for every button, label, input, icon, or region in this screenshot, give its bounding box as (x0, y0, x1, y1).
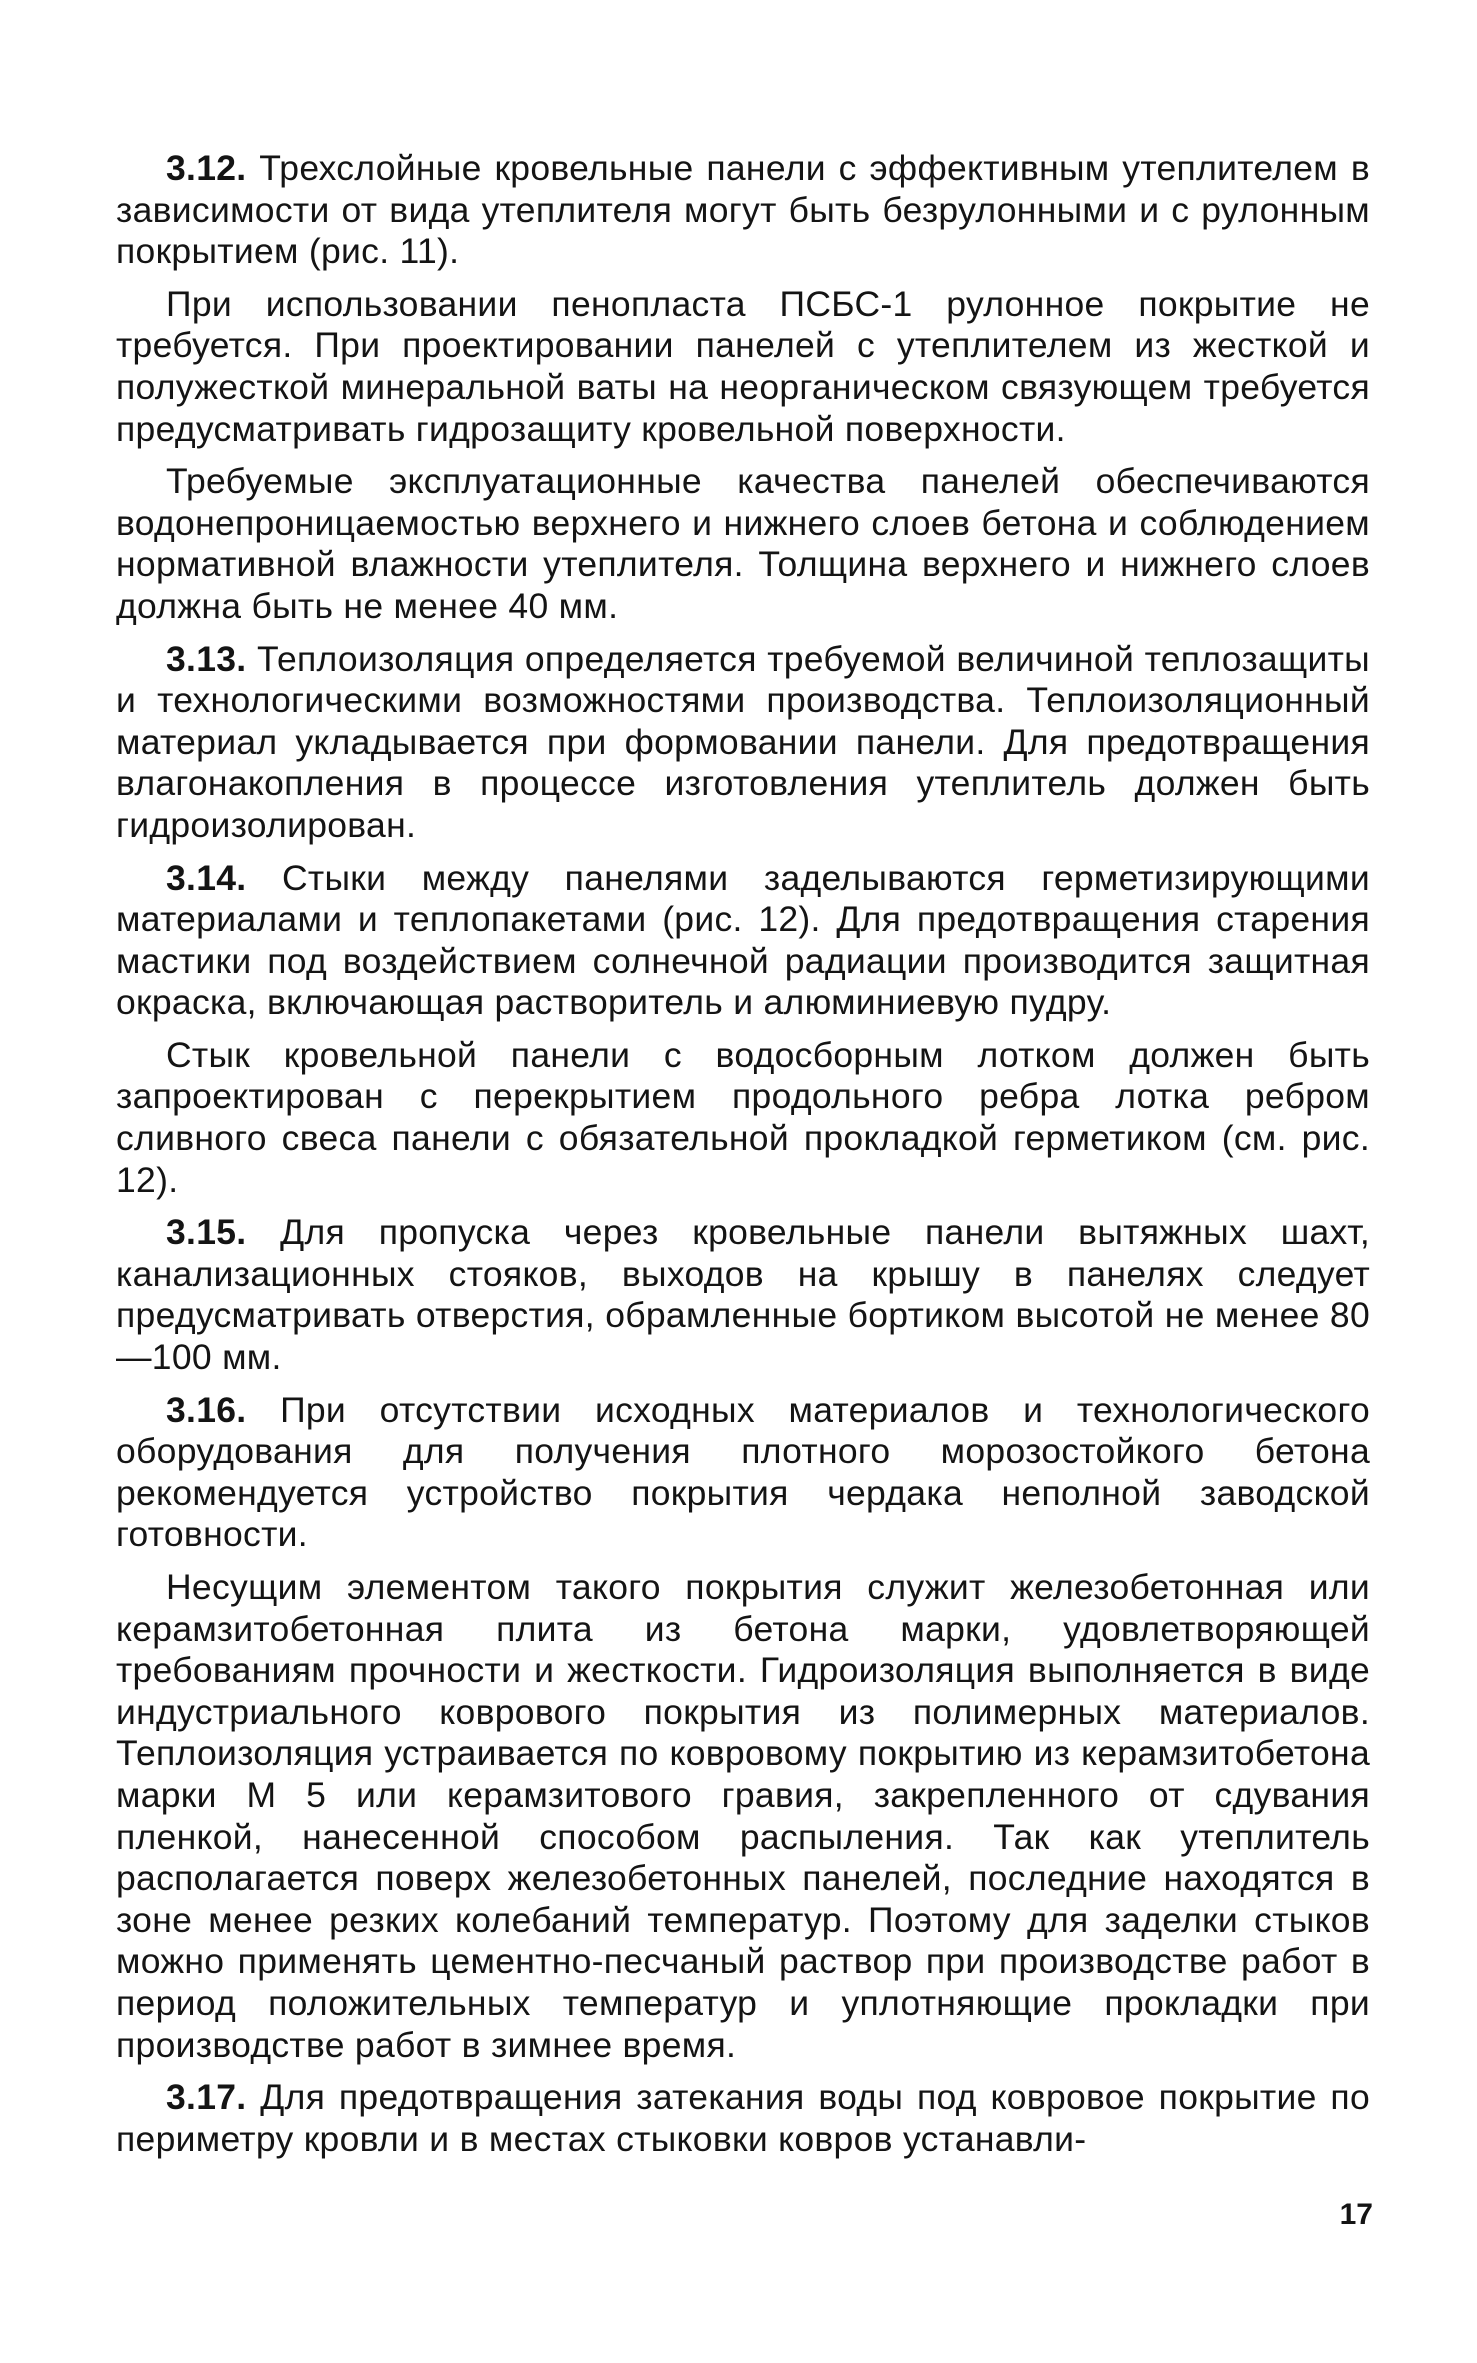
paragraph (116, 284, 1370, 450)
paragraph-3-15 (116, 1212, 1370, 1378)
clause-number: 3.12. (166, 148, 247, 188)
clause-number: 3.17. (166, 2077, 247, 2118)
paragraph-text: Для пропуска через кровельные панели вытяжных шахт, канализационных стояков, выходов на крышу в панелях следует предусматривать отверстия, обрамленные бортиком высотой не менее 80—100 мм. (116, 1212, 1370, 1378)
clause-number: 3.13. (166, 638, 247, 679)
paragraph-text: Теплоизоляция определяется требуемой величиной теплозащиты и технологическими возможностями производства. Теплоизоляционный материал укладывается при формовании панели. Для предотвращения влагонакопления в процессе изготовления утеплитель должен быть гидроизолирован. (116, 638, 1370, 845)
paragraph-3-17 (116, 2077, 1370, 2160)
clause-number: 3.15. (166, 1212, 247, 1253)
paragraph-text: При использовании пенопласта ПСБС-1 рулонное покрытие не требуется. При проектировании панелей с утеплителем из жесткой и полужесткой минеральной ваты на неорганическом связующем требуется предусматривать гидрозащиту кровельной поверхности. (116, 283, 1370, 449)
paragraph-text: Стыки между панелями заделываются герметизирующими материалами и теплопакетами (рис. 12). Для предотвращения старения мастики под воздействием солнечной радиации производится защитная окраска, включающая растворитель и алюминиевую пудру. (116, 857, 1370, 1023)
paragraph-text: При отсутствии исходных материалов и технологического оборудования для получения плотного морозостойкого бетона рекомендуется устройство покрытия чердака неполной заводской готовности. (116, 1389, 1370, 1555)
paragraph-3-14 (116, 858, 1370, 1024)
page-body (116, 148, 1370, 2171)
paragraph-text: Для предотвращения затекания воды под ковровое покрытие по периметру кровли и в местах стыковки ковров устанавли- (116, 2077, 1370, 2159)
clause-number: 3.16. (166, 1389, 247, 1430)
paragraph-3-12 (116, 148, 1370, 273)
paragraph-text: Несущим элементом такого покрытия служит железобетонная или керамзитобетонная плита из бетона марки, удовлетворяющей требованиям прочности и жесткости. Гидроизоляция выполняется в виде индустриального коврового покрытия из полимерных материалов. Теплоизоляция устраивается по ковровому покрытию из керамзитобетона марки М 5 или керамзитового гравия, закрепленного от сдувания пленкой, нанесенной способом распыления. Так как утеплитель располагается поверх железобетонных панелей, последние находятся в зоне менее резких колебаний температур. Поэтому для заделки стыков можно применять цементно-песчаный раствор при производстве работ в период положительных температур и уплотняющие прокладки при производстве работ в зимнее время. (116, 1567, 1370, 2065)
paragraph-3-16 (116, 1390, 1370, 1556)
paragraph-text: Требуемые эксплуатационные качества панелей обеспечиваются водонепроницаемостью верхнего и нижнего слоев бетона и соблюдением нормативной влажности утеплителя. Толщина верхнего и нижнего слоев должна быть не менее 40 мм. (116, 461, 1370, 626)
paragraph-text: Трехслойные кровельные панели с эффективным утеплителем в зависимости от вида утеплителя могут быть безрулонными и с рулонным покрытием (рис. 11). (116, 148, 1370, 272)
paragraph (116, 1035, 1370, 1201)
page-number: 17 (1339, 2198, 1373, 2231)
clause-number: 3.14. (166, 857, 247, 898)
paragraph (116, 1567, 1370, 2066)
paragraph-text: Стык кровельной панели с водосборным лотком должен быть запроектирован с перекрытием продольного ребра лотка ребром сливного свеса панели с обязательной прокладкой герметиком (см. рис. 12). (116, 1034, 1370, 1200)
paragraph (116, 461, 1370, 627)
paragraph-3-13 (116, 639, 1370, 847)
